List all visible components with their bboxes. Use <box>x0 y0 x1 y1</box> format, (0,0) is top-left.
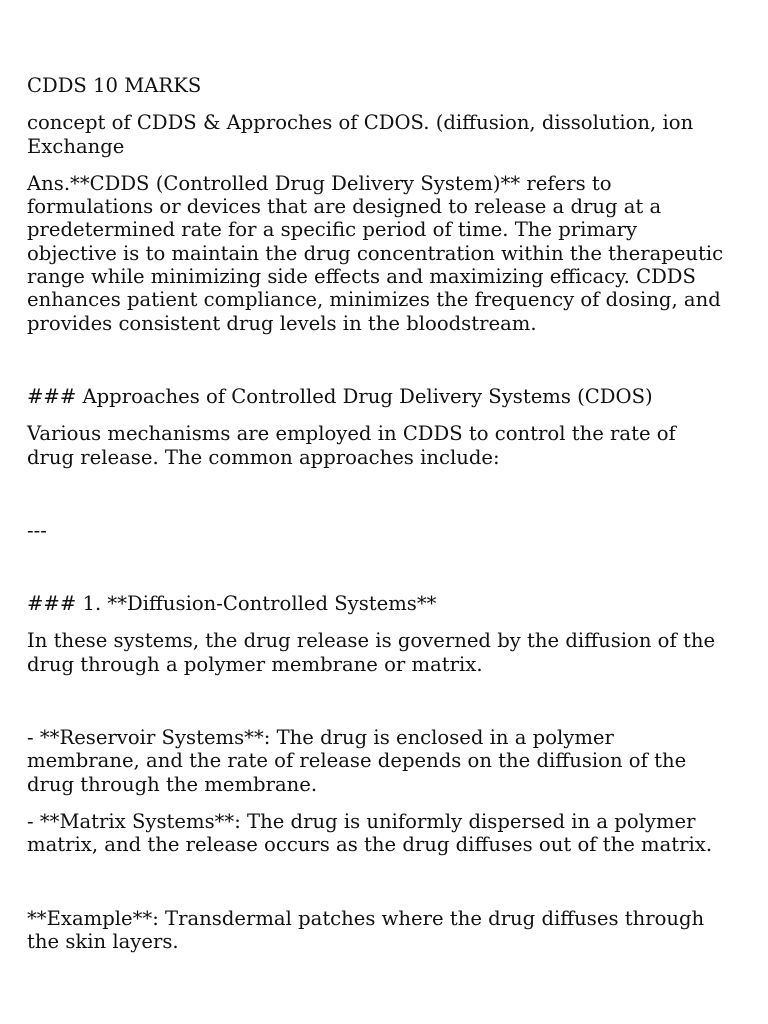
document-page <box>27 74 727 953</box>
separator-line: --- <box>27 518 47 542</box>
reservoir-systems-item: - **Reservoir Systems**: The drug is enclosed in a polymer membrane, and the rate of release depends on the diffusion of the drug through the membrane. <box>27 726 687 796</box>
example-text: **Example**: Transdermal patches where the drug diffuses through the skin layers. <box>27 906 705 953</box>
approaches-intro: Various mechanisms are employed in CDDS to control the rate of drug release. The common approaches include: <box>27 422 676 469</box>
diffusion-heading: ### 1. **Diffusion-Controlled Systems** <box>27 592 437 616</box>
question-text: concept of CDDS & Approches of CDOS. (diffusion, dissolution, ion Exchange <box>27 111 694 158</box>
approaches-heading: ### Approaches of Controlled Drug Delivery Systems (CDOS) <box>27 384 653 408</box>
document-heading: CDDS 10 MARKS <box>27 74 202 97</box>
matrix-systems-item: - **Matrix Systems**: The drug is uniformly dispersed in a polymer matrix, and the release occurs as the drug diffuses out of the matrix. <box>27 809 713 857</box>
answer-paragraph: Ans.**CDDS (Controlled Drug Delivery System)** refers to formulations or devices that are designed to release a drug at a predetermined rate for a specific period of time. The primary objective is to maintain the drug concentration within the therapeutic range while minimizing side effects and maximizing efficacy. CDDS enhances patient compliance, minimizes the frequency of dosing, and provides consistent drug levels in the bloodstream. <box>27 171 724 335</box>
diffusion-intro: In these systems, the drug release is governed by the diffusion of the drug through a polymer membrane or matrix. <box>27 629 716 676</box>
